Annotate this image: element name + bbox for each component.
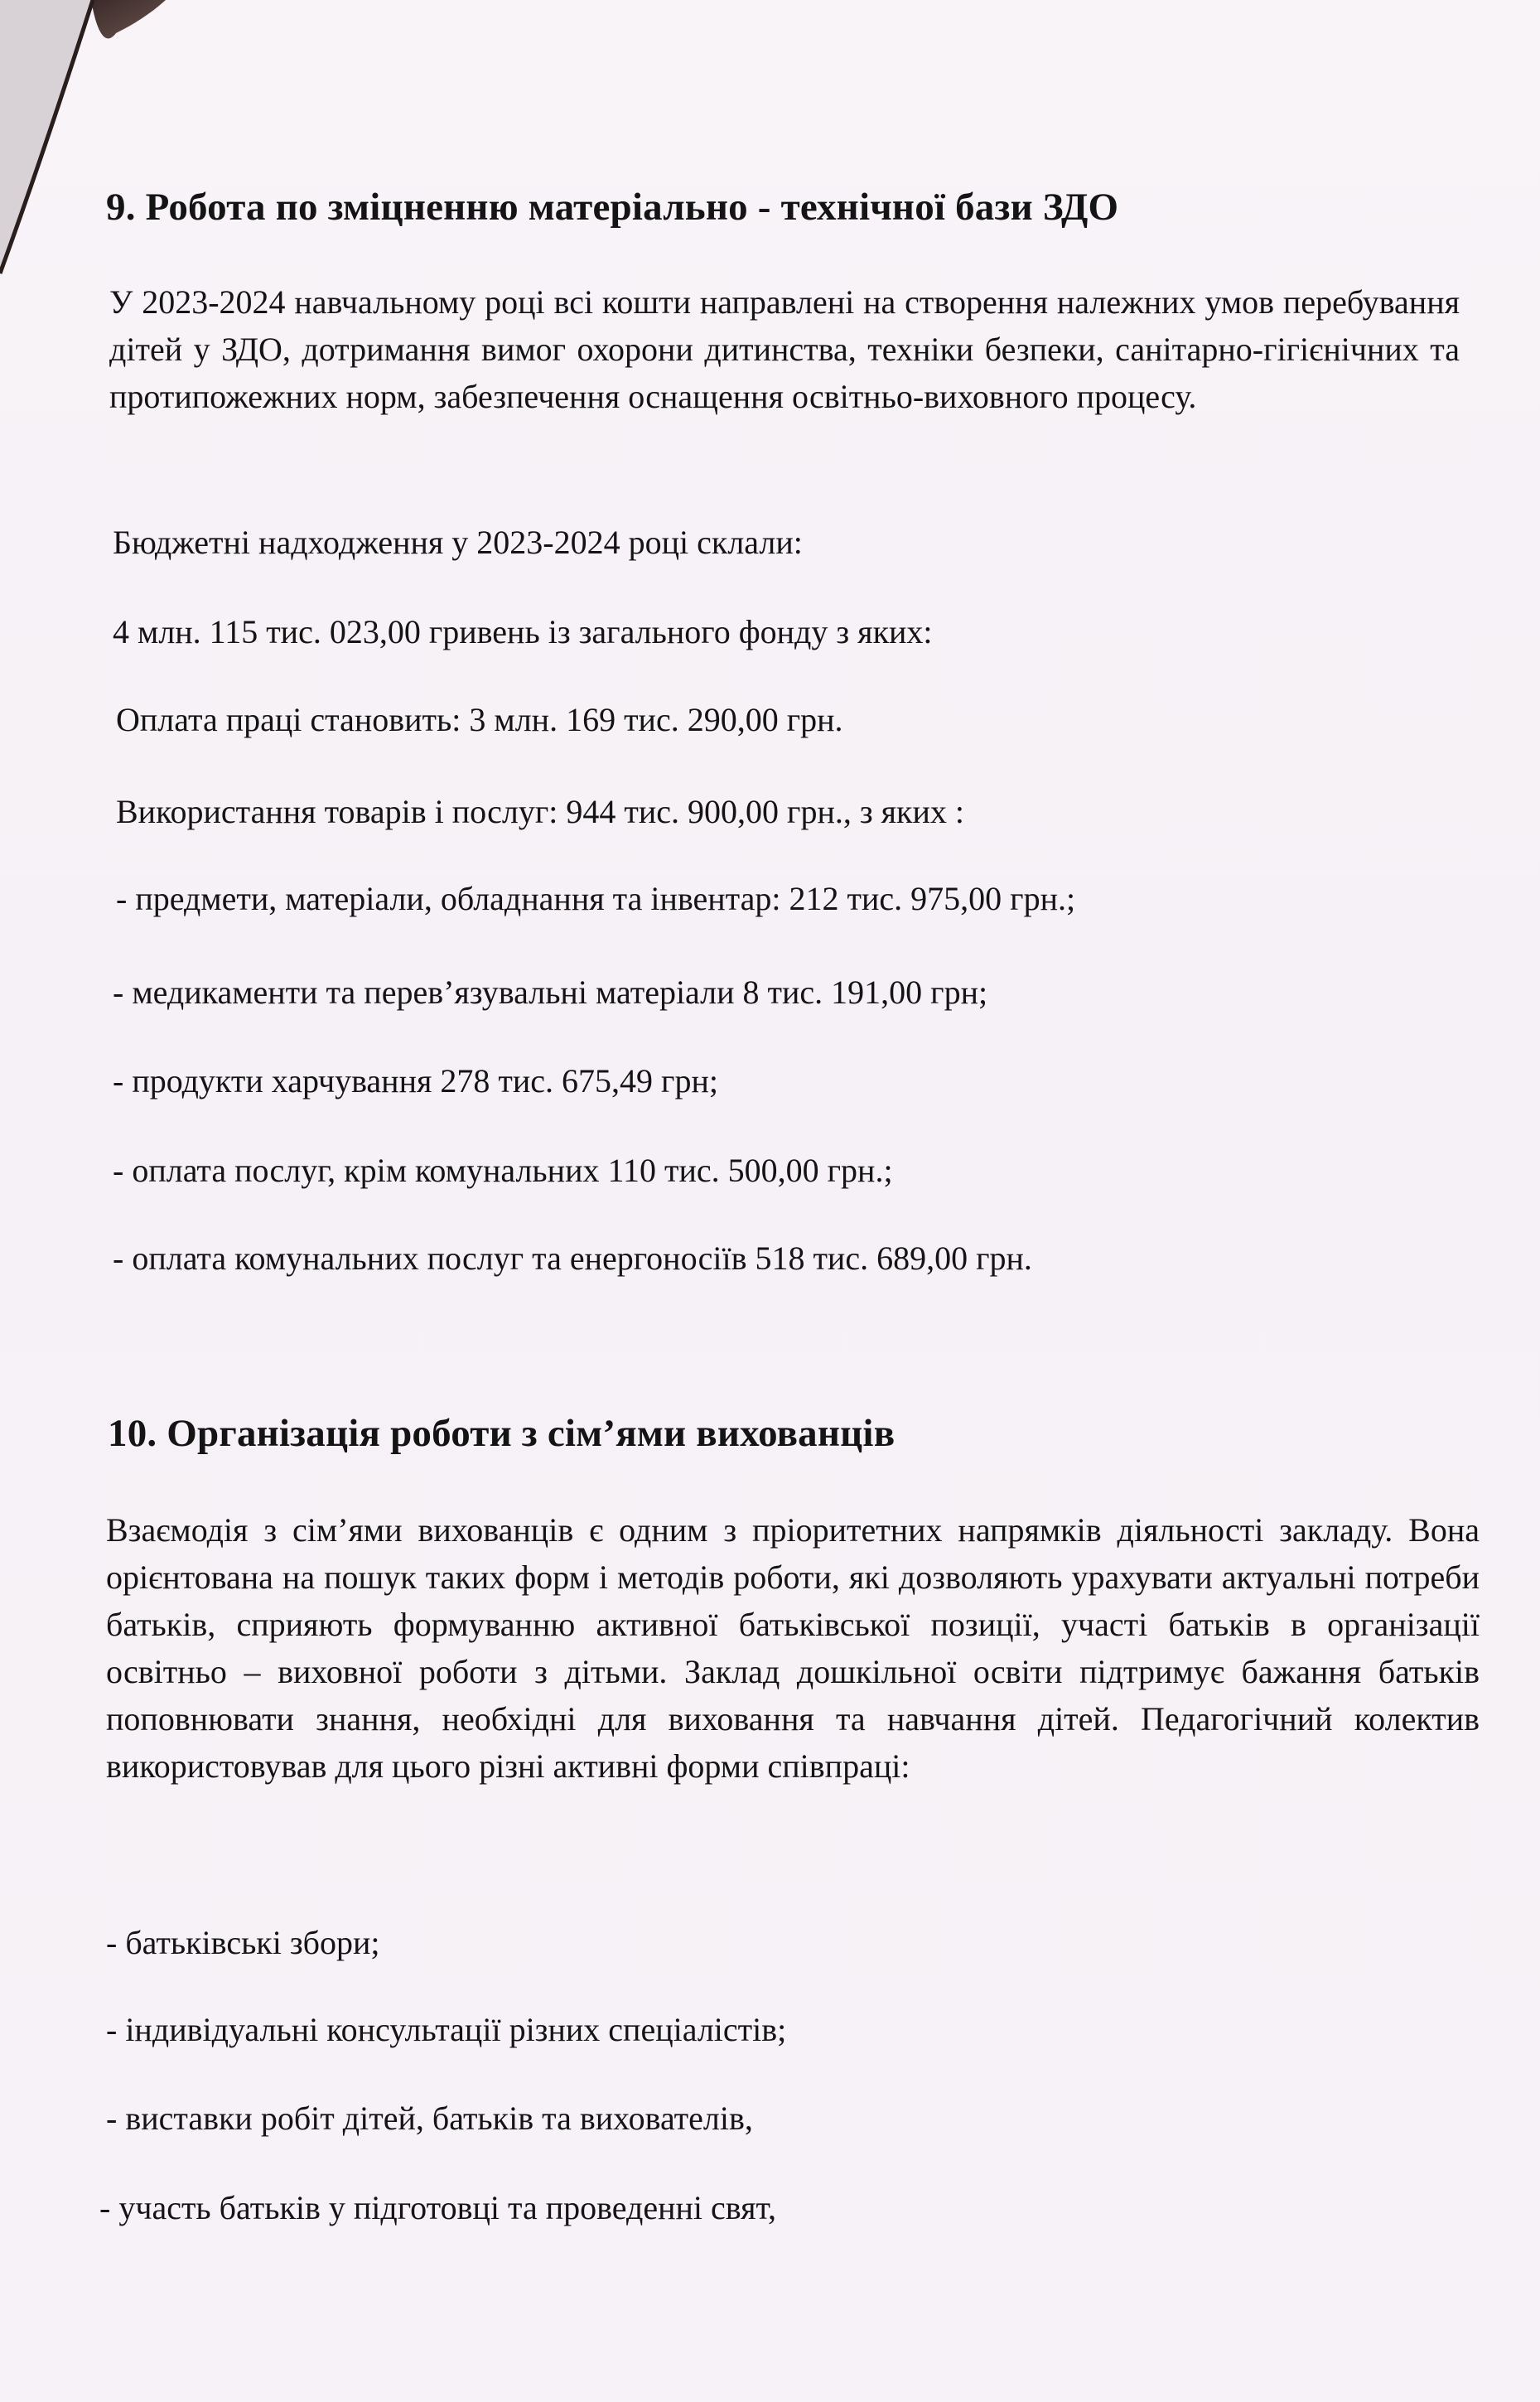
- section-10-paragraph: Взаємодія з сім’ями вихованців є одним з пріоритетних напрямків діяльності закладу. Вона орієнтована на пошук таких форм і методів роботи, які дозволяють урахувати актуальні потреби батьків, сприяють формуванню активної батьківської позиції, участі батьків в організації освітньо – виховної роботи з дітьми. Заклад дошкільної освіти підтримує бажання батьків поповнювати знання, необхідні для виховання та навчання дітей. Педагогічний колектив використовував для цього різні активні форми співпраці:: [106, 1511, 1480, 1785]
- cooperation-form: - виставки робіт дітей, батьків та вихователів,: [106, 2100, 753, 2137]
- general-fund: 4 млн. 115 тис. 023,00 гривень із загального фонду з яких:: [113, 613, 933, 650]
- expense-item: - оплата послуг, крім комунальних 110 тис. 500,00 грн.;: [113, 1152, 893, 1189]
- section-9-intro: У 2023-2024 навчальному році всі кошти направлені на створення належних умов перебування дітей у ЗДО, дотримання вимог охорони дитинства, техніки безпеки, санітарно-гігієнічних та протипожежних норм, забезпечення оснащення освітньо-виховного процесу.: [109, 283, 1460, 415]
- goods-services-line: Використання товарів і послуг: 944 тис. 900,00 грн., з яких :: [116, 793, 965, 830]
- expense-item: - оплата комунальних послуг та енергоносіїв 518 тис. 689,00 грн.: [113, 1240, 1032, 1277]
- expense-item: - медикаменти та перев’язувальні матеріали 8 тис. 191,00 грн;: [113, 974, 988, 1011]
- expense-item: - предмети, матеріали, обладнання та інвентар: 212 тис. 975,00 грн.;: [116, 880, 1076, 917]
- cooperation-form: - батьківські збори;: [106, 1924, 380, 1961]
- salary-line: Оплата праці становить: 3 млн. 169 тис. 290,00 грн.: [116, 701, 843, 738]
- cooperation-form: - участь батьків у підготовці та проведенні свят,: [99, 2189, 777, 2226]
- section-10-heading: 10. Організація роботи з сім’ями вихованців: [108, 1412, 896, 1455]
- expense-item: - продукти харчування 278 тис. 675,49 грн;: [113, 1062, 718, 1100]
- cooperation-form: - індивідуальні консультації різних спеціалістів;: [106, 2011, 787, 2048]
- section-9-heading: 9. Робота по зміцненню матеріально - технічної бази ЗДО: [106, 186, 1119, 229]
- page-curl-shadow: [0, 0, 166, 298]
- budget-intro: Бюджетні надходження у 2023-2024 році склали:: [113, 524, 803, 561]
